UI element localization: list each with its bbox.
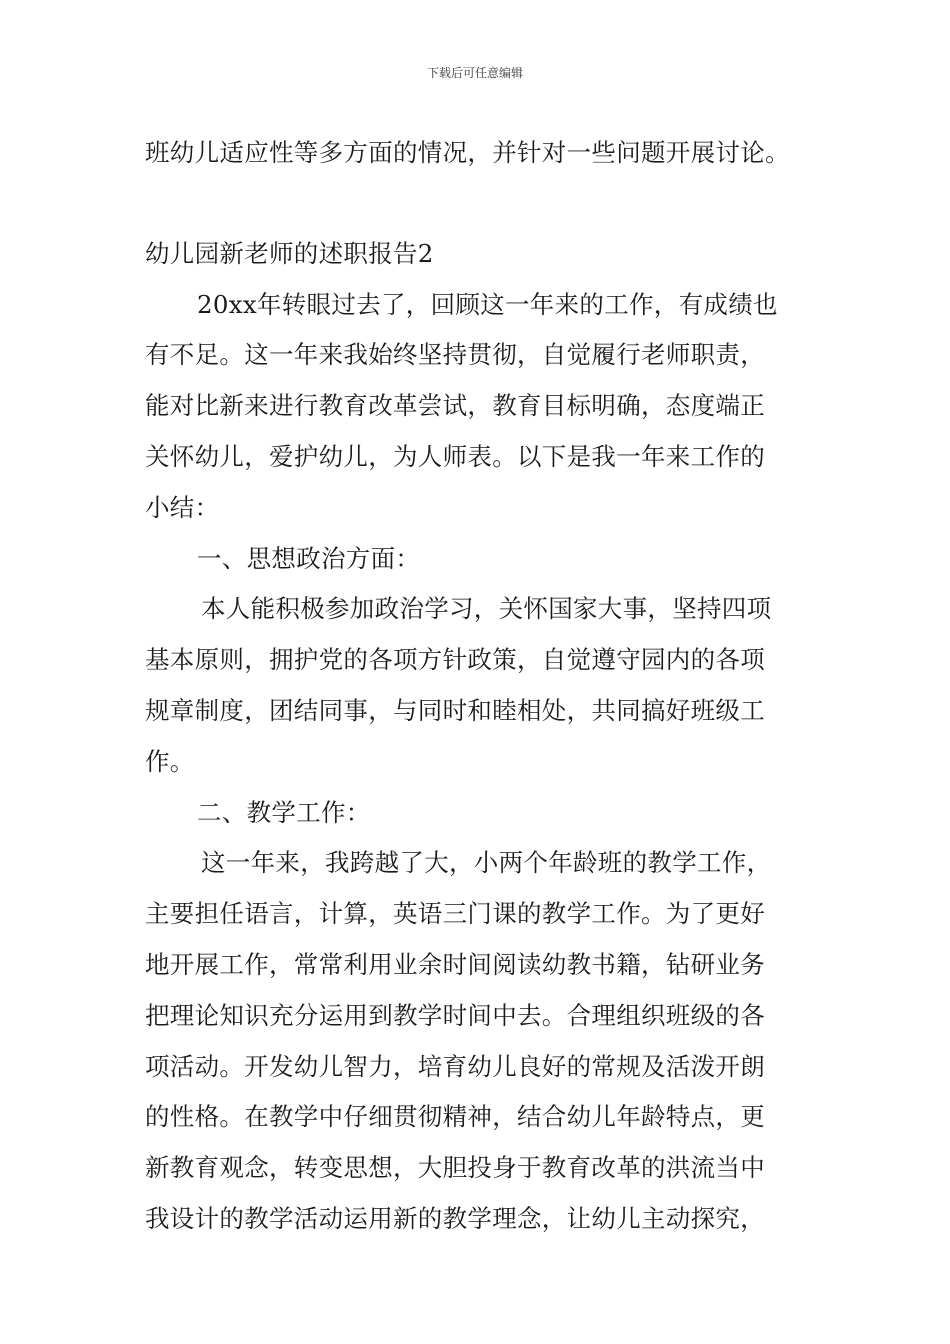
heading-political: 一、思想政治方面： xyxy=(197,543,421,573)
section-title: 幼儿园新老师的述职报告2 xyxy=(145,238,434,268)
teaching-paragraph xyxy=(145,838,810,1244)
paragraph-line: 把理论知识充分运用到教学时间中去。合理组织班级的各 xyxy=(145,1000,765,1030)
paragraph-line: 主要担任语言，计算，英语三门课的教学工作。为了更好 xyxy=(145,899,765,929)
page-header-note: 下载后可任意编辑 xyxy=(426,66,523,80)
continuation-line: 班幼儿适应性等多方面的情况，并针对一些问题开展讨论。 xyxy=(145,138,790,167)
intro-line: 小结： xyxy=(145,492,220,522)
heading-teaching: 二、教学工作： xyxy=(197,797,371,827)
intro-line: 20xx年转眼过去了，回顾这一年来的工作，有成绩也 xyxy=(197,289,778,319)
paragraph-line: 基本原则，拥护党的各项方针政策，自觉遵守园内的各项 xyxy=(145,645,765,675)
paragraph-line: 我设计的教学活动运用新的教学理念，让幼儿主动探究， xyxy=(145,1203,765,1233)
paragraph-line: 地开展工作，常常利用业余时间阅读幼教书籍，钻研业务 xyxy=(145,949,765,979)
paragraph-line: 本人能积极参加政治学习，关怀国家大事，坚持四项 xyxy=(201,594,772,624)
intro-paragraph xyxy=(145,280,810,534)
document-body xyxy=(145,128,810,1245)
political-paragraph xyxy=(145,584,810,787)
intro-line: 有不足。这一年来我始终坚持贯彻，自觉履行老师职责， xyxy=(145,340,765,370)
paragraph-line: 作。 xyxy=(145,746,195,776)
paragraph-line: 的性格。在教学中仔细贯彻精神，结合幼儿年龄特点，更 xyxy=(145,1102,765,1132)
paragraph-line: 这一年来，我跨越了大，小两个年龄班的教学工作， xyxy=(201,848,772,878)
paragraph-gap xyxy=(145,179,810,229)
paragraph-line: 项活动。开发幼儿智力，培育幼儿良好的常规及活泼开朗 xyxy=(145,1051,765,1081)
intro-line: 能对比新来进行教育改革尝试，教育目标明确，态度端正 xyxy=(145,391,765,421)
intro-line: 关怀幼儿，爱护幼儿，为人师表。以下是我一年来工作的 xyxy=(145,441,765,471)
paragraph-line: 规章制度，团结同事，与同时和睦相处，共同搞好班级工 xyxy=(145,695,765,725)
paragraph-line: 新教育观念，转变思想，大胆投身于教育改革的洪流当中 xyxy=(145,1153,765,1183)
